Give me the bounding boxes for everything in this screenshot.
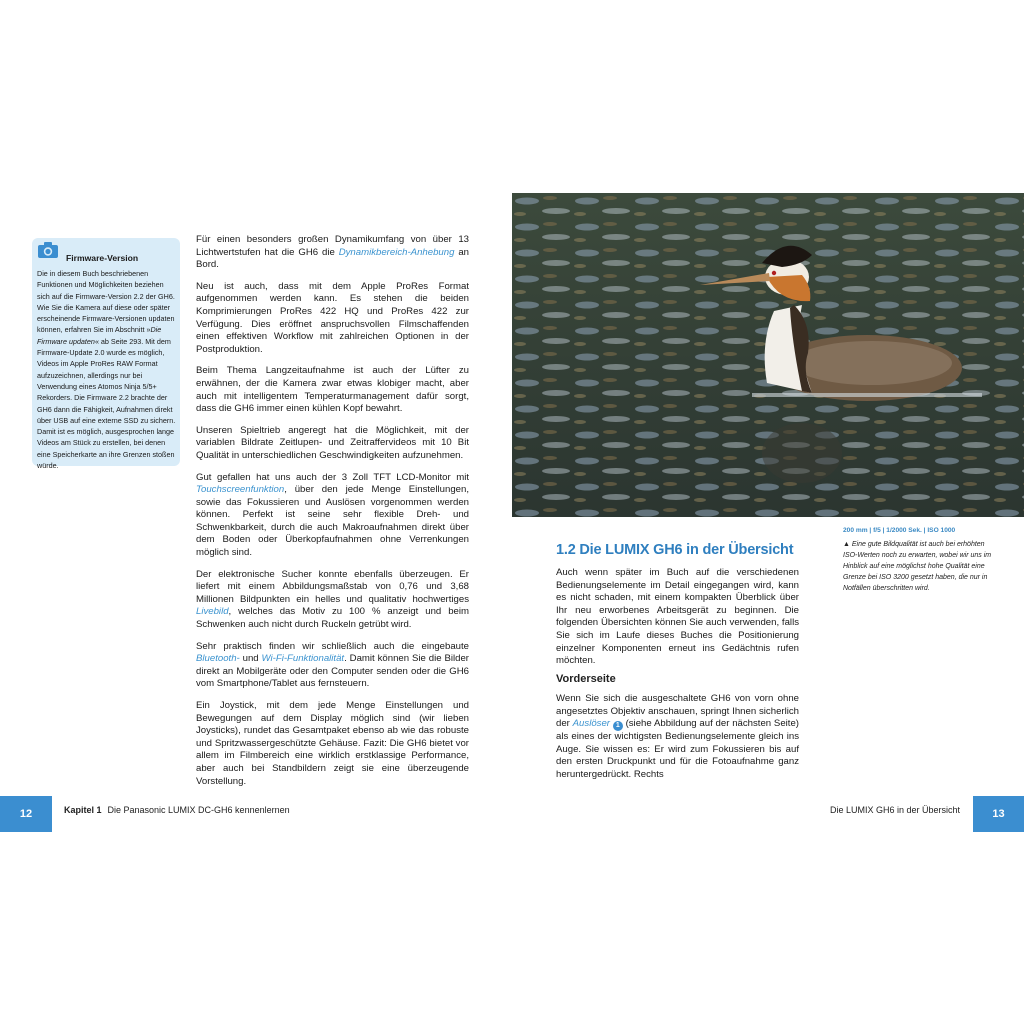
term-link: Auslöser: [572, 718, 610, 730]
info-box-link: Die Firmware updaten: [37, 325, 162, 346]
term-link: Wi-Fi-Funktionalität: [261, 653, 345, 665]
info-box-firmware: [32, 238, 180, 471]
right-body-text: [556, 567, 799, 677]
paragraph: Unseren Spieltrieb angeregt hat die Möglichkeit, mit der variablen Bildrate Zeitlupen- und Zeitraffervideos mit 10 Bit Qualität in unterschiedlichen Geschwindigkeiten aufzunehmen.: [196, 424, 469, 461]
running-footer-right: Die LUMIX GH6 in der Übersicht: [829, 805, 960, 815]
photo-caption: ▲ Eine gute Bildqualität ist auch bei erhöhten ISO-Werten noch zu erwarten, wobei wir uns im Hinblick auf eine möglichst hohe Qualität eine Grenze bei ISO 3200 gesetzt haben, die nur in Notfällen überschritten wird.: [843, 541, 992, 592]
term-link: Bluetooth-: [196, 653, 240, 665]
running-footer-left: [64, 805, 290, 815]
chapter-title: Die Panasonic LUMIX DC-GH6 kennenlernen: [107, 805, 290, 815]
paragraph: Der elektronische Sucher konnte ebenfalls überzeugen. Er liefert mit einem Abbildungsmaßstab von 0,76 und 3,68 Millionen Bildpunkten ein helles und qualitativ hochwertiges Livebild, welches das Motiv zu 100 % anzeigt und beim Schwenken auch nicht durch Ruckeln getrübt wird.: [196, 568, 469, 631]
photo-exif: 200 mm | f/5 | 1/2000 Sek. | ISO 1000: [843, 527, 956, 534]
left-body-text: [196, 234, 469, 797]
paragraph: Neu ist auch, dass mit dem Apple ProRes Format aufgenommen werden kann. Es stehen die beiden Komprimierungen ProRes 422 HQ und ProRes 422 zur Verfügung. Dies eröffnet anspruchsvollen Filmschaffenden einen effektiven Workflow mit zahlreichen Optionen in der Postproduktion.: [196, 280, 469, 355]
section-heading: 1.2 Die LUMIX GH6 in der Übersicht: [556, 542, 794, 558]
chapter-label: Kapitel 1: [64, 805, 102, 815]
paragraph: Beim Thema Langzeitaufnahme ist auch der Lüfter zu erwähnen, der die Kamera zwar etwas klobiger macht, aber auch mit intelligentem Temperaturmanagement dafür sorgt, dass die GH6 immer einen kühlen Kopf bewahrt.: [196, 365, 469, 415]
page-number-right: 13: [973, 796, 1024, 832]
page-number-left: 12: [0, 796, 52, 832]
term-link: Dynamikbereich-Anhebung: [338, 246, 455, 258]
paragraph: Gut gefallen hat uns auch der 3 Zoll TFT LCD-Monitor mit Touchscreenfunktion, über den jede Menge Einstellungen, sowie das Fokussieren und Auslösen vorgenommen werden können. Perfekt ist seine sehr flexible Dreh- und Schwenkbarkeit, durch die auch Makroaufnahmen direkt über dem Boden oder Überkopfaufnahmen ohne Verrenkungen möglich sind.: [196, 471, 469, 559]
camera-icon: [38, 242, 58, 258]
info-box-title: Firmware-Version: [66, 253, 139, 263]
info-box-text: Die in diesem Buch beschriebenen Funktionen und Möglichkeiten beziehen sich auf die Firmware-Version 2.2 der GH6. Wie Sie die Kamera auf diese oder später erscheinende Firmware-Versionen updaten können, erfahren Sie im Abschnitt »Die Firmware updaten« ab Seite 293. Mit dem Firmware-Update 2.0 wurde es möglich, Videos im Apple ProRes RAW Format aufzuzeichnen, allerdings nur bei Verwendung eines Atomos Ninja 5/5+ Rekorders. Die Firmware 2.2 brachte der GH6 dann die Fähigkeit, Aufnahmen direkt über USB auf eine externe SSD zu sichern. Damit ist es möglich, ausgesprochen lange Videos am Stück zu erstellen, bei denen eine Speicherkarte an ihre Grenzen stoßen würde.: [37, 269, 176, 471]
paragraph: Auch wenn später im Buch auf die verschiedenen Bedienungselemente im Detail eingegangen wird, kann es nicht schaden, mit einem kompakten Überblick über Ihr neu erworbenes Arbeitsgerät zu beginnen. Die folgenden Übersichten können Sie auch verwenden, falls Sie sich im Laufe dieses Buches die Positionierung einzelner Komponenten erneut ins Gedächtnis rufen möchten.: [556, 567, 799, 667]
subheading: Vorderseite: [556, 673, 616, 685]
photo-illustration: [512, 193, 1024, 517]
paragraph: Sehr praktisch finden wir schließlich auch die eingebaute Bluetooth- und Wi-Fi-Funktionalität. Damit können Sie die Bilder direkt an Mobilgeräte oder den Computer senden oder die GH6 vom Smartphone/Tablet aus fernsteuern.: [196, 640, 469, 690]
callout-marker: 1: [613, 721, 623, 731]
term-link: Touchscreenfunktion: [196, 484, 285, 496]
paragraph: Für einen besonders großen Dynamikumfang von über 13 Lichtwertstufen hat die GH6 die Dynamikbereich-Anhebung an Bord.: [196, 234, 469, 271]
paragraph: Ein Joystick, mit dem jede Menge Einstellungen und Bewegungen auf dem Display möglich sind (wir lieben Joysticks), rundet das Gesamtpaket ebenso ab wie das robuste und Spritzwassergeschützte Gehäuse. Fazit: Die GH6 bietet vor allem im Filmbereich eine wirklich erstklassige Performance, aber auch bei Standbildern zeigt sie eine überzeugende Vorstellung.: [196, 700, 469, 787]
paragraph: Wenn Sie sich die ausgeschaltete GH6 von vorn ohne angesetztes Objektiv anschauen, springt Ihnen sicherlich der Auslöser 1 (siehe Abbildung auf der nächsten Seite) als eines der wichtigsten Bedienungselemente gleich ins Auge. Sie wissen es: Er wird zum Fokussieren bis auf den ersten Druckpunkt und für die Fotoaufnahme ganz heruntergedrückt. Rechts: [556, 693, 799, 780]
term-link: Livebild: [196, 606, 229, 618]
grebe-photo: [512, 193, 1024, 517]
right-body-text-2: [556, 693, 799, 791]
